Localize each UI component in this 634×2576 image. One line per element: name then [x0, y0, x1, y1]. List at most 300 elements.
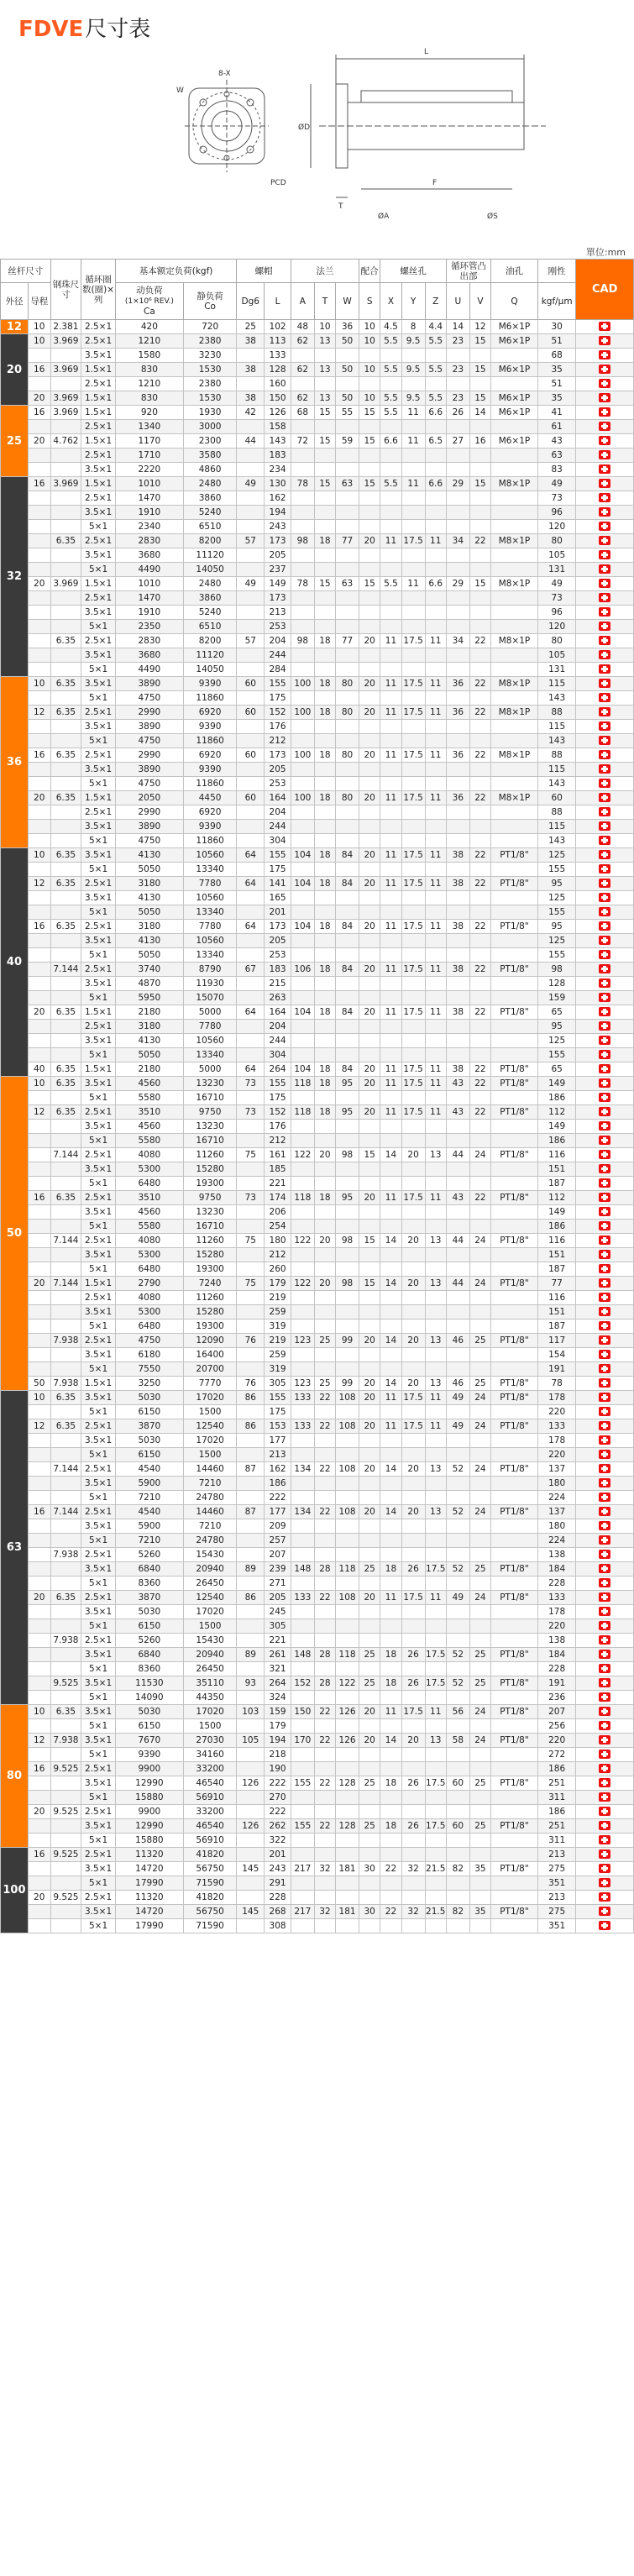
- cell-co: 5240: [183, 606, 236, 620]
- cad-download-icon[interactable]: [599, 379, 610, 388]
- cad-download-icon[interactable]: [599, 1607, 610, 1616]
- cell-s: [359, 1120, 380, 1134]
- cell-z: [425, 377, 446, 391]
- cell-a: [291, 1048, 314, 1062]
- cell-lead: [28, 1362, 50, 1377]
- cad-download-icon[interactable]: [599, 1121, 610, 1131]
- cell-s: 20: [359, 1391, 380, 1405]
- cell-l: 185: [265, 1162, 291, 1177]
- cell-co: 33200: [183, 1762, 236, 1776]
- cad-cell: [576, 491, 634, 506]
- cell-v: [469, 1719, 490, 1734]
- cell-v: 24: [469, 1705, 490, 1719]
- cad-download-icon[interactable]: [599, 1064, 610, 1073]
- cad-download-icon[interactable]: [599, 1849, 610, 1859]
- cad-download-icon[interactable]: [599, 1707, 610, 1716]
- cell-a: 118: [291, 1077, 314, 1091]
- cad-download-icon[interactable]: [599, 1250, 610, 1259]
- cad-download-icon[interactable]: [599, 707, 610, 716]
- cad-download-icon[interactable]: [599, 1892, 610, 1902]
- cad-cell: [576, 1062, 634, 1077]
- cad-download-icon[interactable]: [599, 1335, 610, 1345]
- table-row: [1, 1277, 634, 1291]
- cell-x: [380, 1634, 401, 1648]
- cell-u: [446, 863, 469, 877]
- cell-u: [446, 734, 469, 748]
- cad-download-icon[interactable]: [599, 464, 610, 474]
- cad-download-icon[interactable]: [599, 936, 610, 945]
- cell-q: [491, 1548, 538, 1562]
- cell-dg: [237, 563, 265, 577]
- cad-download-icon[interactable]: [599, 1535, 610, 1545]
- cad-download-icon[interactable]: [599, 1907, 610, 1916]
- cad-download-icon[interactable]: [599, 793, 610, 802]
- cell-c: 3.5×1: [81, 1605, 116, 1619]
- cad-download-icon[interactable]: [599, 1093, 610, 1102]
- cell-a: [291, 1177, 314, 1191]
- cad-download-icon[interactable]: [599, 1307, 610, 1316]
- cad-download-icon[interactable]: [599, 550, 610, 559]
- cad-download-icon[interactable]: [599, 1550, 610, 1559]
- cell-lead: [28, 805, 50, 820]
- cell-s: [359, 820, 380, 834]
- cad-download-icon[interactable]: [599, 850, 610, 859]
- cell-co: 56750: [183, 1862, 236, 1876]
- cell-a: [291, 1477, 314, 1491]
- cell-l: 175: [265, 863, 291, 877]
- cad-download-icon[interactable]: [599, 664, 610, 674]
- cell-l: 162: [265, 1462, 291, 1477]
- cad-download-icon[interactable]: [599, 1864, 610, 1873]
- cad-download-icon[interactable]: [599, 1778, 610, 1787]
- cell-c: 5×1: [81, 1834, 116, 1848]
- cell-v: 22: [469, 1077, 490, 1091]
- cad-download-icon[interactable]: [599, 1821, 610, 1830]
- cell-x: 11: [380, 677, 401, 691]
- cad-download-icon[interactable]: [599, 622, 610, 631]
- cad-cell: [576, 1234, 634, 1248]
- cad-download-icon[interactable]: [599, 1664, 610, 1673]
- cad-download-icon[interactable]: [599, 1207, 610, 1216]
- cad-download-icon[interactable]: [599, 750, 610, 759]
- cell-t: [314, 805, 335, 820]
- cad-download-icon[interactable]: [599, 407, 610, 417]
- cell-c: 3.5×1: [81, 934, 116, 948]
- cell-s: 20: [359, 748, 380, 763]
- cad-download-icon[interactable]: [599, 1293, 610, 1302]
- cad-download-icon[interactable]: [599, 821, 610, 831]
- cell-c: 5×1: [81, 691, 116, 706]
- cell-a: 106: [291, 963, 314, 977]
- cell-z: 6.6: [425, 577, 446, 591]
- cell-y: [401, 763, 425, 777]
- cad-download-icon[interactable]: [599, 322, 610, 331]
- cad-download-icon[interactable]: [599, 1792, 610, 1802]
- cad-cell: [576, 577, 634, 591]
- cad-download-icon[interactable]: [599, 764, 610, 774]
- cad-download-icon[interactable]: [599, 1764, 610, 1773]
- cell-t: [314, 548, 335, 563]
- cell-q: [491, 948, 538, 963]
- cell-q: [491, 1876, 538, 1891]
- cell-x: 11: [380, 1705, 401, 1719]
- cell-co: 34160: [183, 1748, 236, 1762]
- cell-w: [336, 548, 359, 563]
- cad-download-icon[interactable]: [599, 336, 610, 345]
- cell-dg: [237, 1548, 265, 1562]
- cad-download-icon[interactable]: [599, 422, 610, 431]
- cell-z: [425, 1305, 446, 1319]
- cad-download-icon[interactable]: [599, 893, 610, 902]
- cell-y: [401, 1405, 425, 1419]
- cad-download-icon[interactable]: [599, 1564, 610, 1573]
- cell-y: [401, 1305, 425, 1319]
- cad-download-icon[interactable]: [599, 1107, 610, 1116]
- cell-x: [380, 1719, 401, 1734]
- cell-dg: [237, 1477, 265, 1491]
- cell-k: 35: [537, 363, 576, 377]
- cad-download-icon[interactable]: [599, 536, 610, 545]
- cad-download-icon[interactable]: [599, 807, 610, 816]
- cell-y: [401, 1834, 425, 1848]
- cell-dg: [237, 691, 265, 706]
- cad-download-icon[interactable]: [599, 721, 610, 731]
- cad-download-icon[interactable]: [599, 1678, 610, 1687]
- cell-z: 11: [425, 1191, 446, 1205]
- cell-co: 35110: [183, 1676, 236, 1691]
- cell-z: [425, 1405, 446, 1419]
- cad-download-icon[interactable]: [599, 1878, 610, 1887]
- cell-w: [336, 1805, 359, 1819]
- cell-c: 2.5×1: [81, 1505, 116, 1519]
- cad-download-icon[interactable]: [599, 522, 610, 531]
- cell-dg: [237, 1091, 265, 1105]
- cad-download-icon[interactable]: [599, 393, 610, 402]
- cad-download-icon[interactable]: [599, 1921, 610, 1930]
- cad-download-icon[interactable]: [599, 879, 610, 888]
- cell-k: 138: [537, 1548, 576, 1562]
- cad-download-icon[interactable]: [599, 1021, 610, 1031]
- cad-download-icon[interactable]: [599, 1393, 610, 1402]
- cad-download-icon[interactable]: [599, 1221, 610, 1230]
- table-row: [1, 1519, 634, 1534]
- cell-w: [336, 1791, 359, 1805]
- cad-download-icon[interactable]: [599, 836, 610, 845]
- cell-s: 20: [359, 1062, 380, 1077]
- cad-download-icon[interactable]: [599, 1278, 610, 1288]
- cell-ball: [50, 1177, 81, 1191]
- cad-download-icon[interactable]: [599, 1692, 610, 1702]
- cad-cell: [576, 1819, 634, 1834]
- cad-download-icon[interactable]: [599, 779, 610, 788]
- cad-download-icon[interactable]: [599, 593, 610, 602]
- cell-w: 84: [336, 877, 359, 891]
- cell-k: 51: [537, 377, 576, 391]
- cell-t: [314, 463, 335, 477]
- cell-c: 1.5×1: [81, 477, 116, 491]
- cell-s: [359, 620, 380, 634]
- cad-download-icon[interactable]: [599, 1835, 610, 1844]
- cad-download-icon[interactable]: [599, 450, 610, 459]
- cell-w: 77: [336, 634, 359, 648]
- cad-download-icon[interactable]: [599, 1507, 610, 1516]
- cell-s: 15: [359, 434, 380, 449]
- cad-download-icon[interactable]: [599, 650, 610, 659]
- cell-v: 15: [469, 391, 490, 406]
- cad-download-icon[interactable]: [599, 993, 610, 1002]
- cell-c: 2.5×1: [81, 591, 116, 606]
- cell-ball: 4.762: [50, 434, 81, 449]
- cell-v: 22: [469, 1062, 490, 1077]
- cell-x: [380, 991, 401, 1005]
- cell-t: [314, 734, 335, 748]
- cell-ball: [50, 1134, 81, 1148]
- cell-y: [401, 1548, 425, 1562]
- cad-cell: [576, 1605, 634, 1619]
- cad-cell: [576, 1648, 634, 1662]
- cell-q: M8×1P: [491, 634, 538, 648]
- cell-a: 104: [291, 877, 314, 891]
- cad-download-icon[interactable]: [599, 1264, 610, 1273]
- cad-download-icon[interactable]: [599, 1036, 610, 1045]
- cell-v: [469, 1605, 490, 1619]
- cad-download-icon[interactable]: [599, 507, 610, 517]
- cell-co: 8200: [183, 534, 236, 548]
- cell-s: [359, 805, 380, 820]
- cell-t: [314, 606, 335, 620]
- cad-download-icon[interactable]: [599, 1578, 610, 1587]
- cell-t: [314, 1362, 335, 1377]
- cell-ball: [50, 1791, 81, 1805]
- cell-lead: [28, 934, 50, 948]
- cell-k: 154: [537, 1348, 576, 1362]
- cad-download-icon[interactable]: [599, 1735, 610, 1744]
- cell-q: PT1/8": [491, 877, 538, 891]
- cell-z: 13: [425, 1505, 446, 1519]
- cad-cell: [576, 805, 634, 820]
- cell-q: [491, 591, 538, 606]
- cell-v: [469, 663, 490, 677]
- cell-v: [469, 1205, 490, 1220]
- cad-download-icon[interactable]: [599, 1478, 610, 1487]
- cad-download-icon[interactable]: [599, 636, 610, 645]
- cell-c: 3.5×1: [81, 1648, 116, 1662]
- cell-ball: [50, 1319, 81, 1334]
- cad-download-icon[interactable]: [599, 1635, 610, 1645]
- cad-download-icon[interactable]: [599, 1807, 610, 1816]
- cad-download-icon[interactable]: [599, 350, 610, 359]
- cad-download-icon[interactable]: [599, 1650, 610, 1659]
- cad-download-icon[interactable]: [599, 1350, 610, 1359]
- cell-u: 23: [446, 334, 469, 349]
- cad-download-icon[interactable]: [599, 1621, 610, 1630]
- cad-download-icon[interactable]: [599, 1407, 610, 1416]
- cell-x: 11: [380, 534, 401, 548]
- cad-download-icon[interactable]: [599, 1521, 610, 1530]
- cad-download-icon[interactable]: [599, 1164, 610, 1173]
- cad-download-icon[interactable]: [599, 1364, 610, 1373]
- cell-y: [401, 1791, 425, 1805]
- cell-a: [291, 1134, 314, 1148]
- cad-download-icon[interactable]: [599, 864, 610, 874]
- cell-u: [446, 620, 469, 634]
- cell-c: 3.5×1: [81, 977, 116, 991]
- cad-download-icon[interactable]: [599, 693, 610, 702]
- cad-download-icon[interactable]: [599, 1321, 610, 1330]
- cad-download-icon[interactable]: [599, 964, 610, 973]
- cell-s: [359, 1362, 380, 1377]
- cell-a: [291, 1848, 314, 1862]
- cad-download-icon[interactable]: [599, 1007, 610, 1016]
- cell-ball: [50, 691, 81, 706]
- cell-v: [469, 1748, 490, 1762]
- cell-u: 44: [446, 1148, 469, 1162]
- cell-s: 30: [359, 1862, 380, 1876]
- cad-download-icon[interactable]: [599, 1078, 610, 1088]
- cell-ca: 7670: [115, 1734, 183, 1748]
- cell-t: [314, 991, 335, 1005]
- cad-download-icon[interactable]: [599, 1592, 610, 1602]
- cad-download-icon[interactable]: [599, 679, 610, 688]
- cell-ca: 6150: [115, 1405, 183, 1419]
- cad-download-icon[interactable]: [599, 479, 610, 488]
- cell-q: [491, 1619, 538, 1634]
- cell-y: [401, 977, 425, 991]
- cad-cell: [576, 905, 634, 920]
- cad-download-icon[interactable]: [599, 1464, 610, 1473]
- cad-download-icon[interactable]: [599, 907, 610, 916]
- cad-download-icon[interactable]: [599, 921, 610, 931]
- cad-cell: [576, 1619, 634, 1634]
- cell-k: 143: [537, 834, 576, 848]
- cad-download-icon[interactable]: [599, 1378, 610, 1388]
- table-row: [1, 1905, 634, 1919]
- cad-download-icon[interactable]: [599, 1193, 610, 1202]
- cad-download-icon[interactable]: [599, 564, 610, 574]
- cad-download-icon[interactable]: [599, 1136, 610, 1145]
- cell-ball: 7.144: [50, 1277, 81, 1291]
- cell-c: 1.5×1: [81, 391, 116, 406]
- cad-download-icon[interactable]: [599, 1435, 610, 1445]
- cell-ball: 7.144: [50, 963, 81, 977]
- cell-lead: [28, 648, 50, 663]
- cad-download-icon[interactable]: [599, 1050, 610, 1059]
- cell-y: 11: [401, 577, 425, 591]
- cell-dg: 75: [237, 1148, 265, 1162]
- cell-ca: 5050: [115, 905, 183, 920]
- cell-l: 204: [265, 1020, 291, 1034]
- cell-q: M8×1P: [491, 706, 538, 720]
- cad-download-icon[interactable]: [599, 1421, 610, 1430]
- cell-w: 128: [336, 1819, 359, 1834]
- cad-cell: [576, 1534, 634, 1548]
- cell-s: [359, 349, 380, 363]
- cell-y: [401, 591, 425, 606]
- cell-ca: 2830: [115, 534, 183, 548]
- cell-u: [446, 1362, 469, 1377]
- cell-t: 25: [314, 1377, 335, 1391]
- cell-lead: 16: [28, 1505, 50, 1519]
- cell-dg: [237, 905, 265, 920]
- cad-download-icon[interactable]: [599, 365, 610, 374]
- cell-w: [336, 1519, 359, 1534]
- cell-dg: 93: [237, 1676, 265, 1691]
- cell-w: 84: [336, 848, 359, 863]
- cell-w: [336, 1848, 359, 1862]
- cad-cell: [576, 948, 634, 963]
- cad-download-icon[interactable]: [599, 1721, 610, 1730]
- cell-a: [291, 1362, 314, 1377]
- cell-co: 16710: [183, 1091, 236, 1105]
- th-load: 基本额定负荷(kgf): [115, 260, 236, 283]
- cell-v: 24: [469, 1391, 490, 1405]
- cad-download-icon[interactable]: [599, 1236, 610, 1245]
- cad-download-icon[interactable]: [599, 436, 610, 445]
- cell-q: [491, 1220, 538, 1234]
- cell-c: 2.5×1: [81, 1848, 116, 1862]
- cell-dg: 76: [237, 1334, 265, 1348]
- cell-u: [446, 1177, 469, 1191]
- cell-t: [314, 1634, 335, 1648]
- cell-k: 88: [537, 805, 576, 820]
- table-row: [1, 491, 634, 506]
- cad-download-icon[interactable]: [599, 579, 610, 588]
- cell-lead: [28, 820, 50, 834]
- cell-ball: [50, 948, 81, 963]
- cell-q: [491, 763, 538, 777]
- cad-download-icon[interactable]: [599, 1450, 610, 1459]
- cell-lead: 16: [28, 477, 50, 491]
- cad-download-icon[interactable]: [599, 1178, 610, 1188]
- cell-a: [291, 1305, 314, 1319]
- cell-l: 102: [265, 320, 291, 334]
- cell-z: [425, 948, 446, 963]
- cad-download-icon[interactable]: [599, 607, 610, 616]
- cad-download-icon[interactable]: [599, 978, 610, 988]
- cell-k: 49: [537, 577, 576, 591]
- cell-ca: 17990: [115, 1876, 183, 1891]
- cell-y: [401, 891, 425, 905]
- cad-download-icon[interactable]: [599, 493, 610, 502]
- cad-cell: [576, 934, 634, 948]
- cell-w: [336, 1891, 359, 1905]
- cell-ca: 2220: [115, 463, 183, 477]
- cell-u: [446, 1491, 469, 1505]
- cell-a: [291, 506, 314, 520]
- cell-q: PT1/8": [491, 1105, 538, 1120]
- cell-u: [446, 1220, 469, 1234]
- cell-a: 78: [291, 577, 314, 591]
- cell-c: 5×1: [81, 1919, 116, 1933]
- cad-download-icon[interactable]: [599, 736, 610, 745]
- cell-c: 5×1: [81, 863, 116, 877]
- cell-v: 24: [469, 1277, 490, 1291]
- cell-l: 268: [265, 1905, 291, 1919]
- cell-v: [469, 1120, 490, 1134]
- cad-download-icon[interactable]: [599, 1750, 610, 1759]
- cell-w: 84: [336, 1062, 359, 1077]
- cell-z: [425, 1362, 446, 1377]
- cell-ball: [50, 1719, 81, 1734]
- cell-k: 49: [537, 477, 576, 491]
- cad-cell: [576, 391, 634, 406]
- cad-download-icon[interactable]: [599, 950, 610, 959]
- cad-download-icon[interactable]: [599, 1150, 610, 1159]
- cad-cell: [576, 1591, 634, 1605]
- cad-download-icon[interactable]: [599, 1493, 610, 1502]
- cell-c: 3.5×1: [81, 1519, 116, 1534]
- cell-v: [469, 820, 490, 834]
